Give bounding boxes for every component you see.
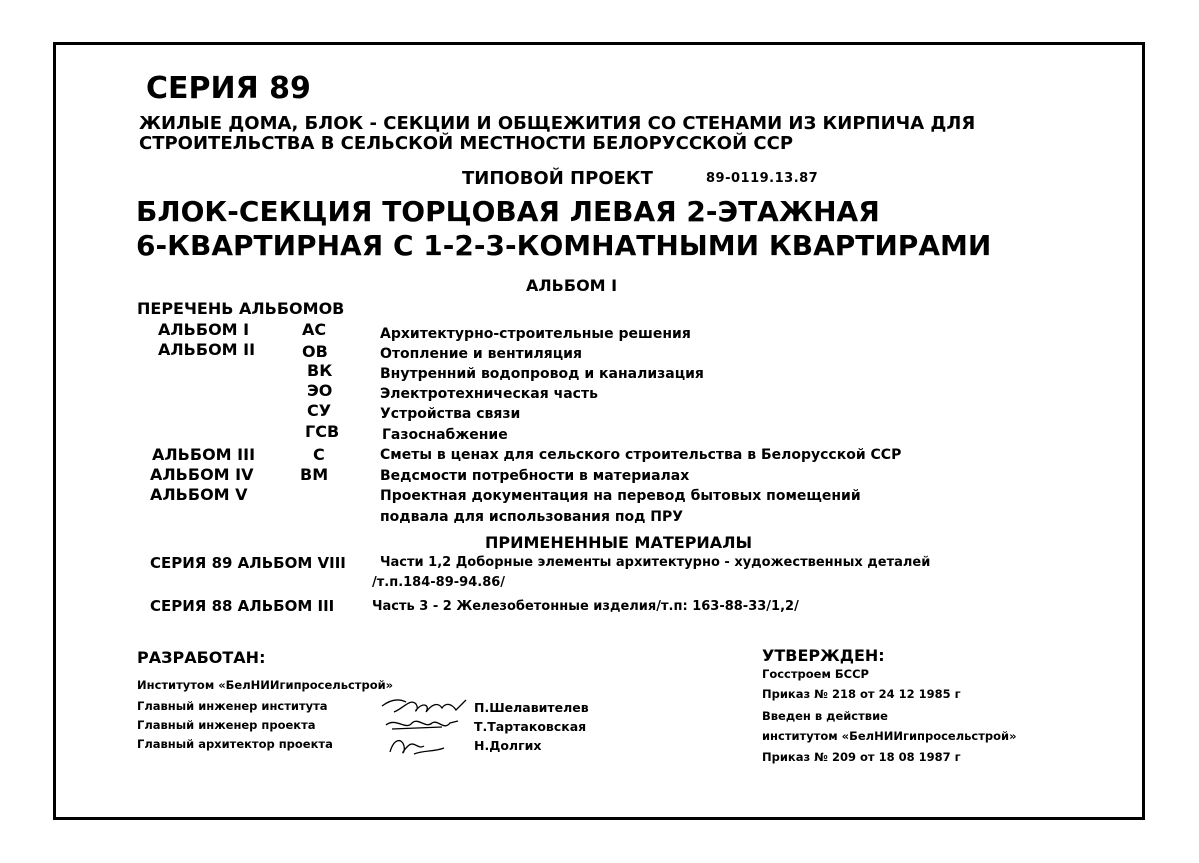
developer-name: Н.Долгих	[474, 738, 542, 753]
developer-role: Главный инженер проекта	[137, 718, 316, 732]
project-title-line-2: 6-КВАРТИРНАЯ С 1-2-3-КОМНАТНЫМИ КВАРТИРАМИ	[136, 229, 992, 262]
applied-description: Части 1,2 Доборные элементы архитектурно - художественных деталей	[380, 555, 931, 570]
album-code: С	[313, 445, 325, 464]
developer-role: Главный архитектор проекта	[137, 737, 333, 751]
album-description: подвала для использования под ПРУ	[380, 509, 684, 525]
album-code: АС	[302, 320, 327, 339]
applied-series-label: СЕРИЯ 89 АЛЬБОМ VIII	[150, 554, 346, 572]
album-description: Газоснабжение	[382, 427, 508, 443]
subtitle-line-1: ЖИЛЫЕ ДОМА, БЛОК - СЕКЦИИ И ОБЩЕЖИТИЯ СО СТЕНАМИ ИЗ КИРПИЧА ДЛЯ	[139, 113, 976, 134]
developer-name: П.Шелавителев	[474, 700, 589, 715]
approval-order: Приказ № 218 от 24 12 1985 г	[762, 687, 961, 701]
introduction-order: Приказ № 209 от 18 08 1987 г	[762, 750, 961, 764]
album-code: ВК	[307, 361, 333, 380]
approved-body: Госстроем БССР	[762, 667, 869, 681]
album-description: Внутренний водопровод и канализация	[380, 366, 704, 382]
applied-series-label: СЕРИЯ 88 АЛЬБОМ III	[150, 597, 335, 615]
album-label: АЛЬБОМ I	[158, 320, 250, 339]
album-description: Сметы в ценах для сельского строительства в Белорусской ССР	[380, 447, 902, 463]
subtitle-line-2: СТРОИТЕЛЬСТВА В СЕЛЬСКОЙ МЕСТНОСТИ БЕЛОРУССКОЙ ССР	[139, 133, 794, 154]
typical-project-label: ТИПОВОЙ ПРОЕКТ	[462, 168, 653, 189]
developed-title: РАЗРАБОТАН:	[137, 648, 266, 667]
album-code: ОВ	[302, 342, 328, 361]
album-description: Проектная документация на перевод бытовых помещений	[380, 488, 861, 504]
album-description: Архитектурно-строительные решения	[380, 326, 691, 342]
typical-project-number: 89-0119.13.87	[706, 171, 819, 186]
series-title: СЕРИЯ 89	[146, 71, 311, 106]
album-code: ВМ	[300, 465, 329, 484]
album-description: Отопление и вентиляция	[380, 346, 582, 362]
album-description: Устройства связи	[380, 406, 521, 422]
album-description: Электротехническая часть	[380, 386, 598, 402]
signature-1	[380, 694, 470, 716]
album-label: АЛЬБОМ III	[152, 445, 256, 464]
signature-2	[382, 715, 462, 735]
introducing-institute: институтом «БелНИИгипросельстрой»	[762, 729, 1017, 743]
album-description: Ведсмости потребности в материалах	[380, 468, 690, 484]
introduced-label: Введен в действие	[762, 709, 888, 723]
applied-description: Часть 3 - 2 Железобетонные изделия/т.п: 163-88-33/1,2/	[372, 599, 799, 614]
album-label: АЛЬБОМ V	[150, 485, 248, 504]
album-code: СУ	[307, 401, 332, 420]
albums-list-title: ПЕРЕЧЕНЬ АЛЬБОМОВ	[137, 299, 345, 318]
signature-3	[384, 734, 454, 758]
applied-description: /т.п.184-89-94.86/	[372, 575, 506, 590]
approved-title: УТВЕРЖДЕН:	[762, 646, 885, 665]
developer-institute: Институтом «БелНИИгипросельстрой»	[137, 678, 394, 692]
project-title-line-1: БЛОК-СЕКЦИЯ ТОРЦОВАЯ ЛЕВАЯ 2-ЭТАЖНАЯ	[136, 195, 880, 228]
album-code: ЭО	[307, 381, 333, 400]
album-code: ГСВ	[305, 422, 340, 441]
developer-role: Главный инженер института	[137, 699, 328, 713]
applied-materials-title: ПРИМЕНЕННЫЕ МАТЕРИАЛЫ	[485, 533, 753, 552]
album-label: АЛЬБОМ II	[158, 340, 256, 359]
album-label: АЛЬБОМ IV	[150, 465, 254, 484]
developer-name: Т.Тартаковская	[474, 719, 587, 734]
album-heading: АЛЬБОМ I	[526, 276, 618, 295]
